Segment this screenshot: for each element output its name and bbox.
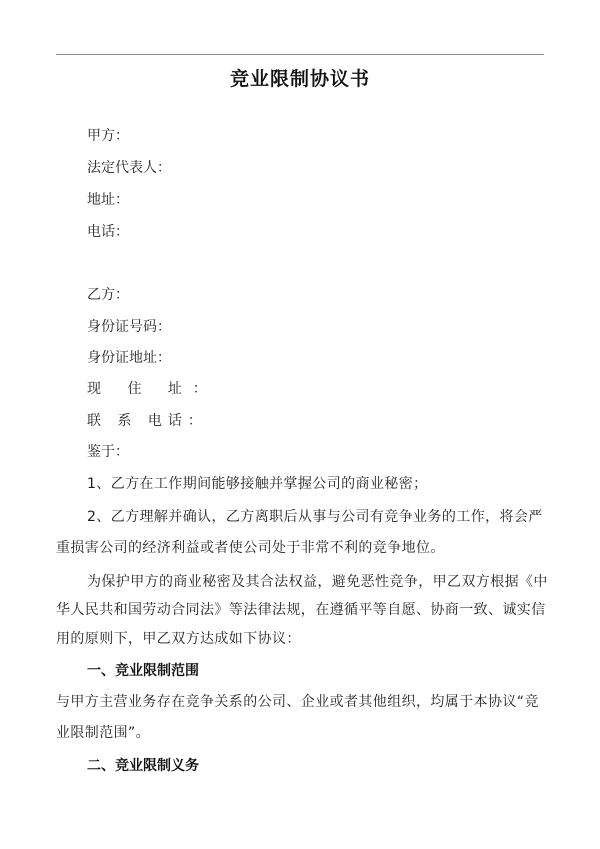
header-divider [56,54,544,55]
section-2-heading: 二、竞业限制义务 [87,758,199,774]
party-a-label: 甲方： [87,128,129,144]
whereas-label: 鉴于： [87,444,129,460]
current-address-label: 现 住 址： [87,381,218,397]
recital-3-line-2: 华人民共和国劳动合同法》等法律法规，在遵循平等自愿、协商一致、诚实信 [56,602,546,618]
contact-phone-label: 联 系 电话： [87,413,208,429]
recital-2-line-2: 重损害公司的经济利益或者使公司处于非常不利的竞争地位。 [56,540,445,556]
party-a-address-label: 地址： [87,192,129,208]
legal-representative-label: 法定代表人： [87,160,171,176]
party-a-phone-label: 电话： [87,224,129,240]
recital-3-line-1: 为保护甲方的商业秘密及其合法权益，避免恶性竞争，甲乙双方根据《中 [87,574,548,590]
document-title: 竞业限制协议书 [229,68,370,90]
section-1-line-2: 业限制范围”。 [56,725,151,741]
section-1-heading: 一、竞业限制范围 [87,663,199,679]
id-number-label: 身份证号码： [87,319,171,335]
id-address-label: 身份证地址： [87,350,171,366]
recital-2-line-1: 2、乙方理解并确认，乙方离职后从事与公司有竞争业务的工作，将会严 [87,509,543,525]
recital-3-line-3: 用的原则下，甲乙双方达成如下协议： [56,631,301,647]
recital-1-line-1: 1、乙方在工作期间能够接触并掌握公司的商业秘密； [87,476,428,492]
section-1-line-1: 与甲方主营业务存在竞争关系的公司、企业或者其他组织，均属于本协议“竞 [56,694,539,710]
party-b-label: 乙方： [87,287,129,303]
